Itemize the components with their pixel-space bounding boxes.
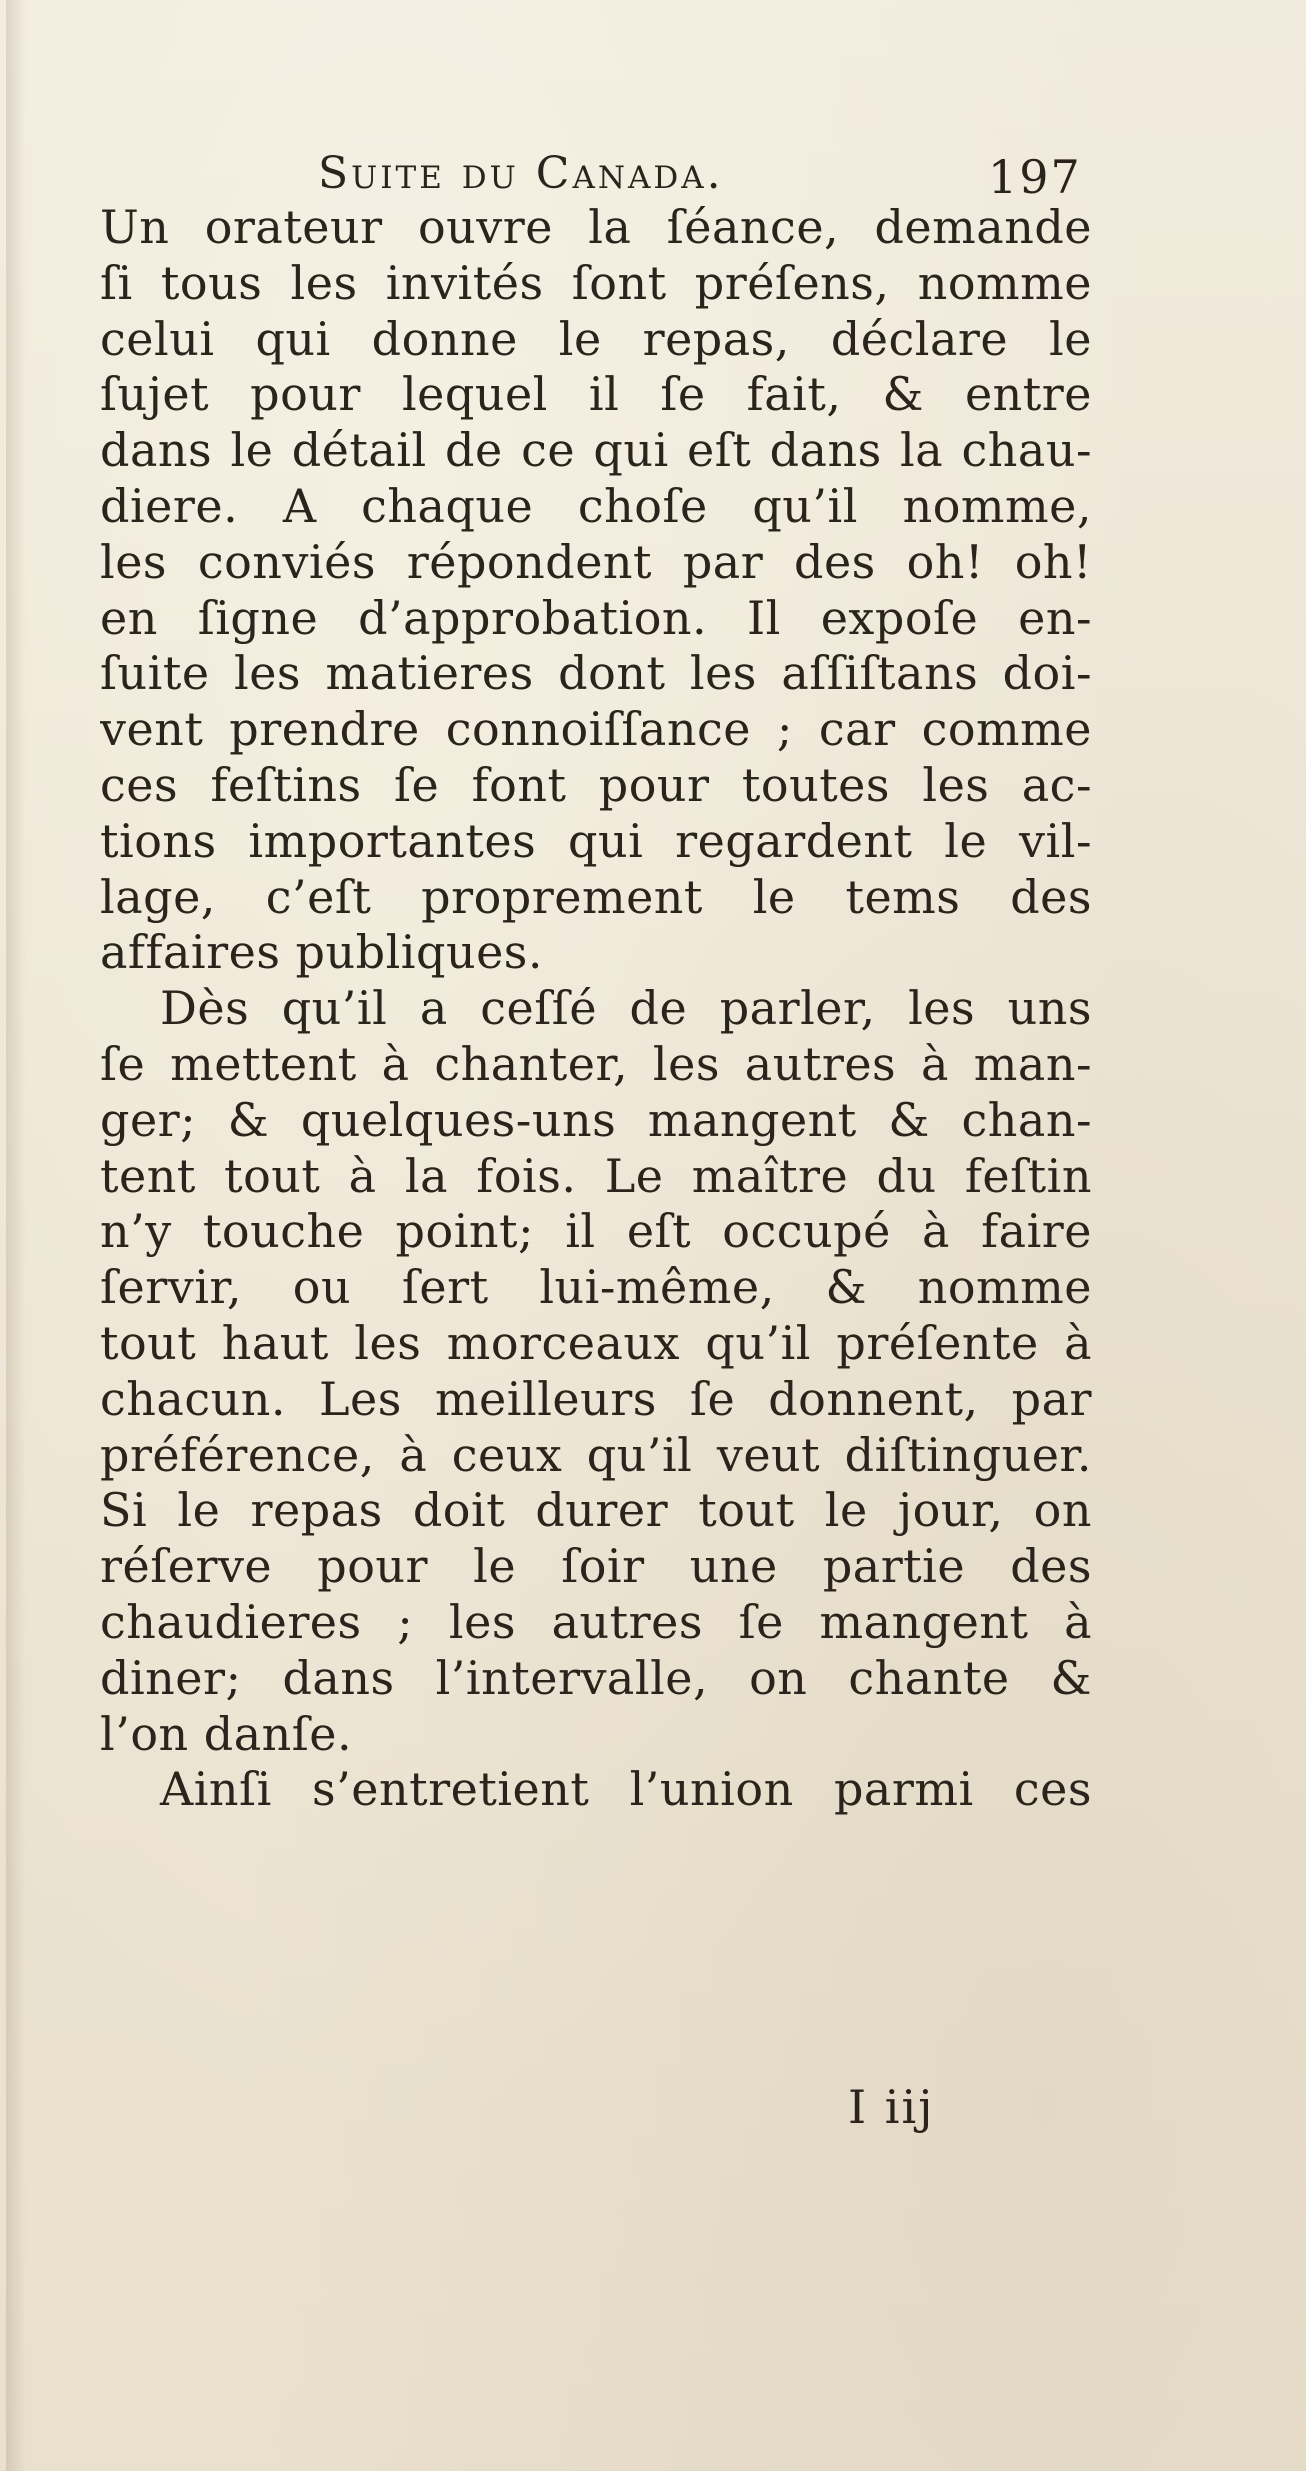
- text-line: diere. A chaque choſe qu’il nomme,: [100, 478, 1092, 533]
- text-line: Un orateur ouvre la ſéance, demande: [100, 200, 1092, 254]
- text-line: l’on danſe.: [100, 1706, 353, 1761]
- text-line: vent prendre connoiſſance ; car comme: [100, 702, 1092, 757]
- text-line: réſerve pour le ſoir une partie des: [100, 1539, 1092, 1594]
- body-text: [100, 200, 1092, 1818]
- text-line: chacun. Les meilleurs ſe donnent, par: [100, 1371, 1092, 1426]
- text-line: lage, c’eſt proprement le tems des: [100, 869, 1092, 924]
- page-number: 197: [988, 150, 1082, 204]
- text-line: les conviés répondent par des oh! oh!: [100, 534, 1092, 589]
- paragraph-3: [100, 1762, 1092, 1818]
- paragraph-2: [100, 981, 1092, 1762]
- text-line: diner; dans l’intervalle, on chante &: [100, 1650, 1092, 1705]
- text-line: ſuite les matieres dont les aſſiſtans doi-: [100, 646, 1092, 701]
- text-line: Dès qu’il a ceſſé de parler, les uns: [160, 981, 1092, 1036]
- text-line: tout haut les morceaux qu’il préſente à: [100, 1315, 1092, 1370]
- text-line: n’y touche point; il eſt occupé à faire: [100, 1204, 1092, 1259]
- text-line: tent tout à la fois. Le maître du feſtin: [100, 1148, 1092, 1203]
- running-head: Suite du Canada.: [318, 148, 724, 199]
- text-line: préférence, à ceux qu’il veut diſtinguer.: [100, 1427, 1092, 1482]
- text-line: celui qui donne le repas, déclare le: [100, 311, 1092, 366]
- text-line: en ſigne d’approbation. Il expoſe en-: [100, 590, 1092, 645]
- paragraph-1: [100, 200, 1092, 981]
- text-line: ſe mettent à chanter, les autres à man-: [100, 1036, 1092, 1091]
- signature-mark: I iij: [848, 2080, 935, 2134]
- text-line: Ainſi s’entretient l’union parmi ces: [160, 1762, 1092, 1817]
- text-line: affaires publiques.: [100, 925, 544, 980]
- text-line: Si le repas doit durer tout le jour, on: [100, 1483, 1092, 1538]
- text-line: dans le détail de ce qui eſt dans la chau-: [100, 423, 1092, 478]
- text-line: ger; & quelques-uns mangent & chan-: [100, 1092, 1092, 1147]
- text-line: chaudieres ; les autres ſe mangent à: [100, 1594, 1092, 1649]
- text-line: ces feſtins ſe font pour toutes les ac-: [100, 757, 1092, 812]
- text-line: ſi tous les invités ſont préſens, nomme: [100, 255, 1092, 310]
- text-line: tions importantes qui regardent le vil-: [100, 813, 1092, 868]
- text-line: ſervir, ou ſert lui-même, & nomme: [100, 1260, 1092, 1315]
- text-line: ſujet pour lequel il ſe fait, & entre: [100, 367, 1092, 422]
